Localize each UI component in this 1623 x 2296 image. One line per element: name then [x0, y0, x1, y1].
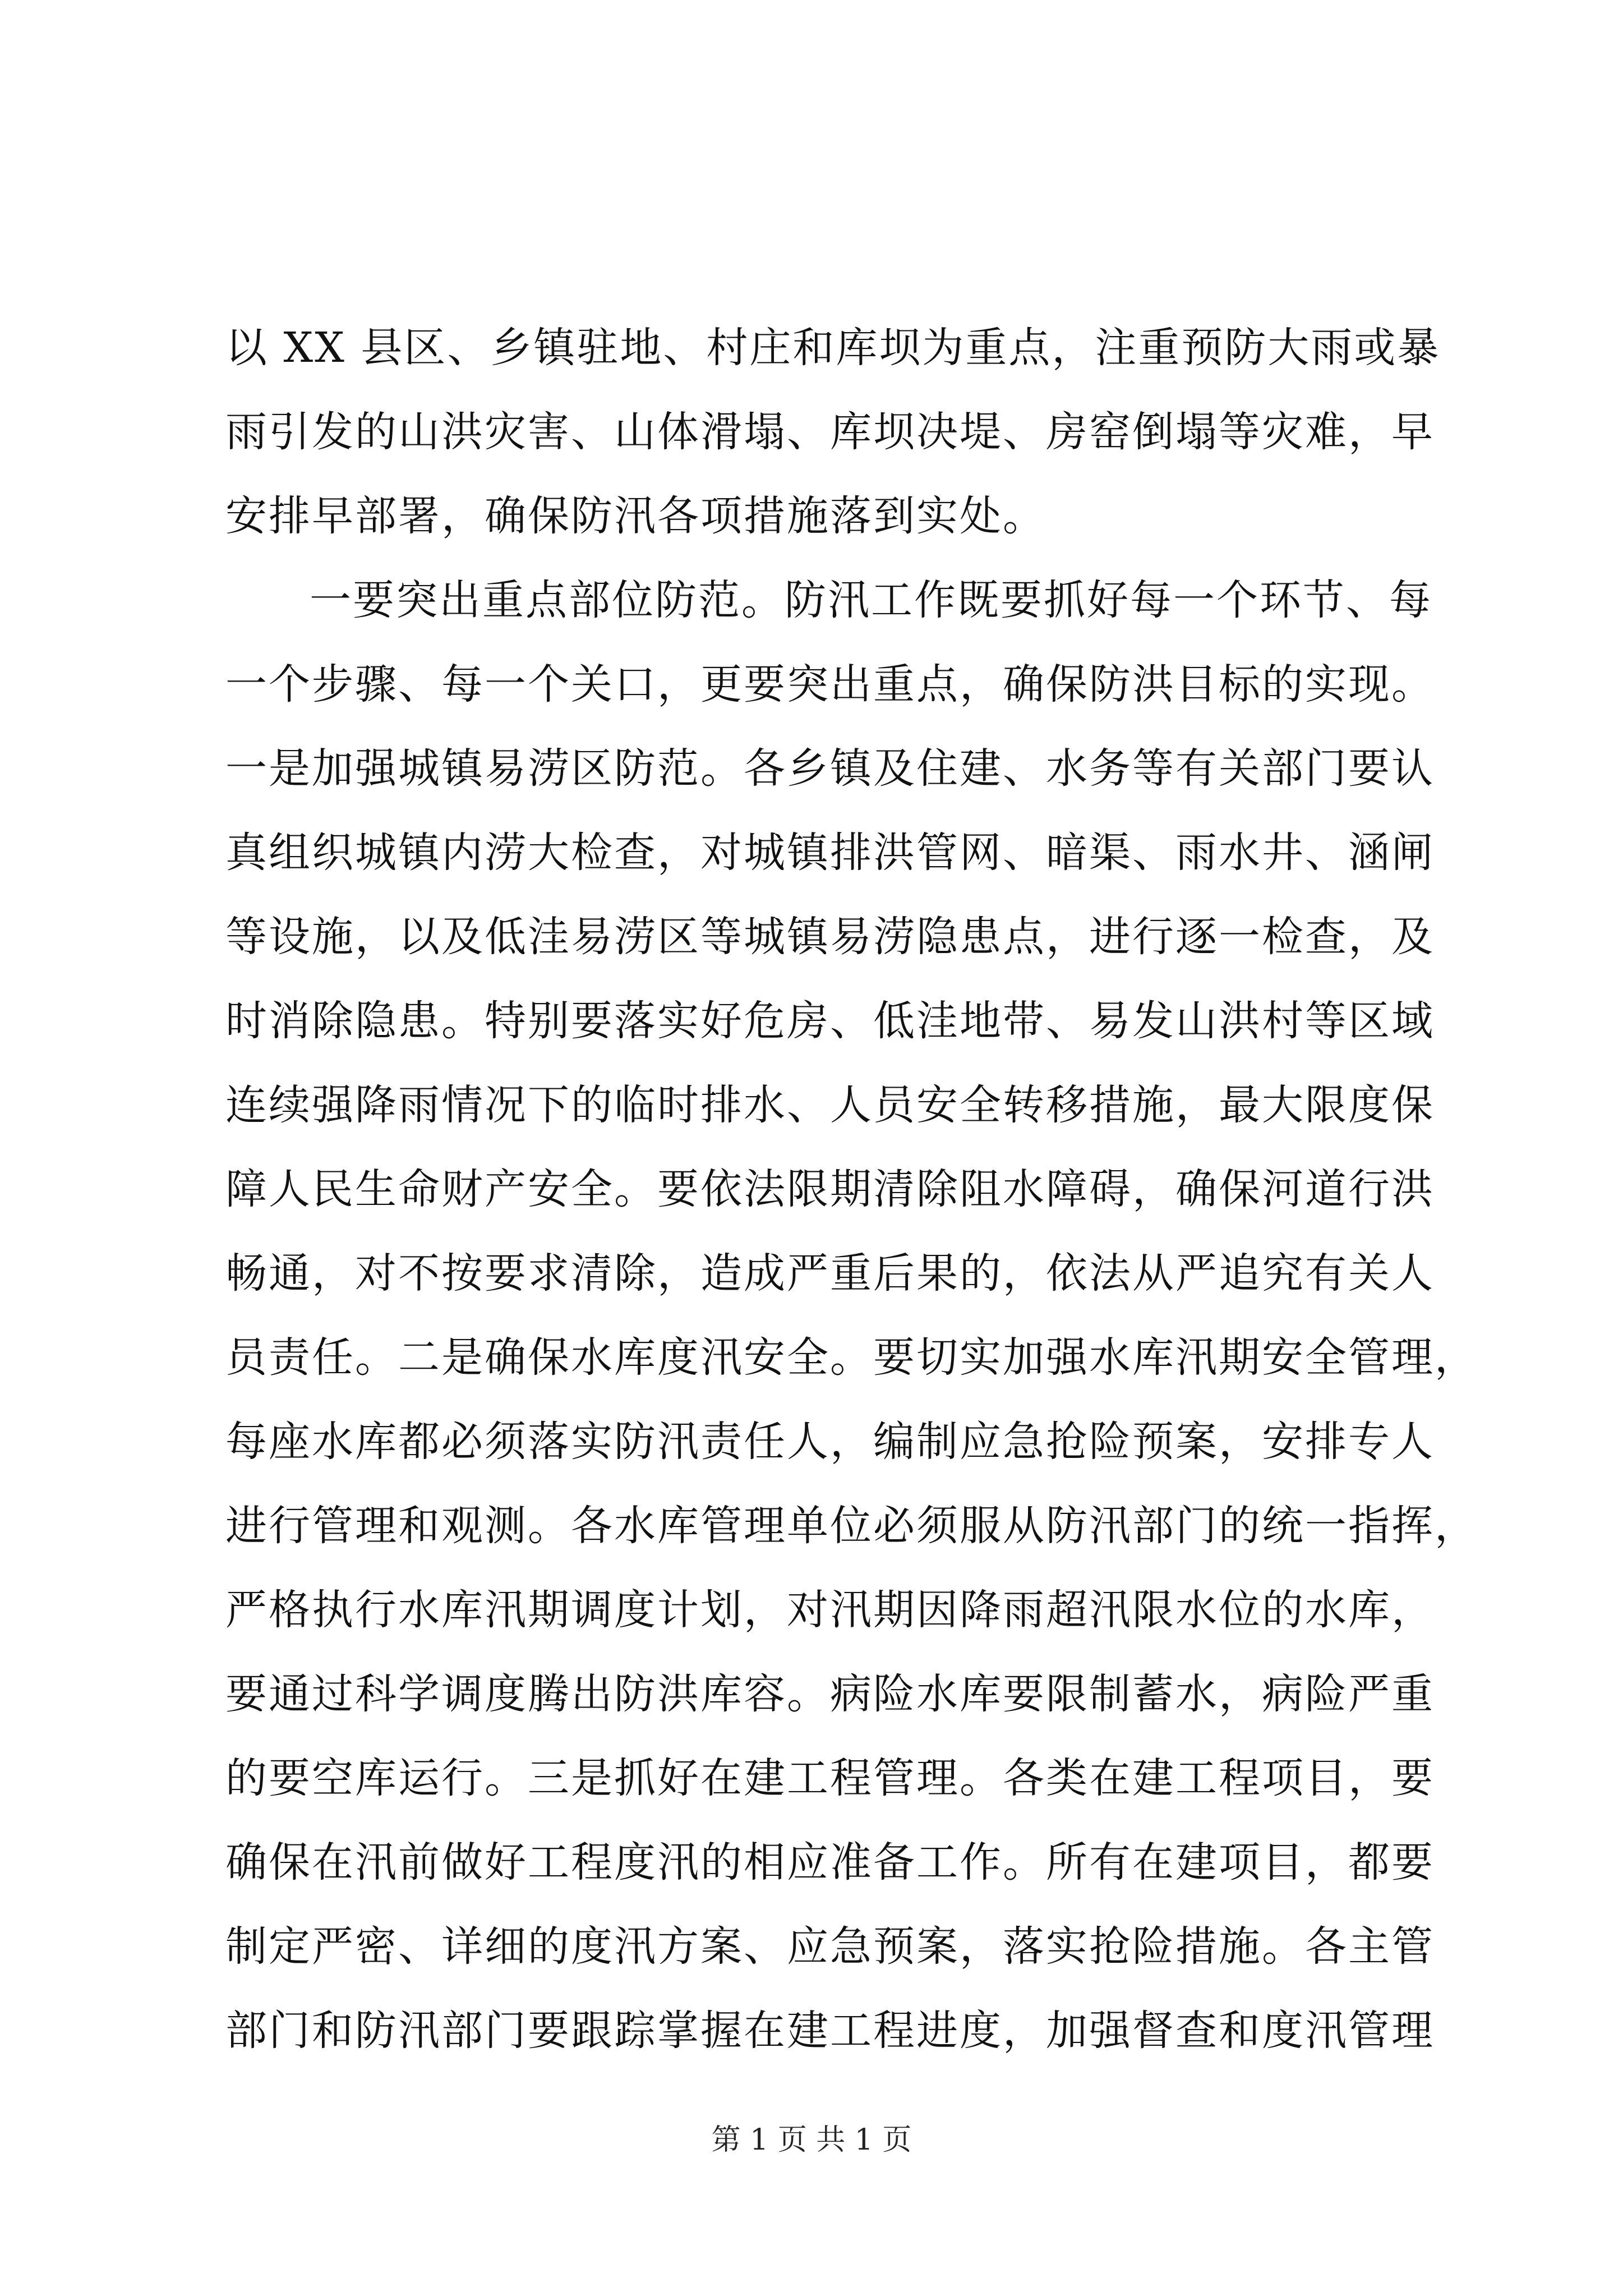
text-line: 一是加强城镇易涝区防范。各乡镇及住建、水务等有关部门要认 [225, 744, 1435, 793]
text-line: 障人民生命财产安全。要依法限期清除阻水障碍，确保河道行洪 [225, 1165, 1435, 1213]
text-line: 进行管理和观测。各水库管理单位必须服从防汛部门的统一指挥， [225, 1502, 1478, 1550]
paragraph-start-line: 一要突出重点部位防范。防汛工作既要抓好每一个环节、每 [310, 576, 1432, 624]
text-line: 部门和防汛部门要跟踪掌握在建工程进度，加强督查和度汛管理 [225, 2007, 1435, 2055]
text-line: 安排早部署，确保防汛各项措施落到实处。 [225, 492, 1046, 540]
text-line: 真组织城镇内涝大检查，对城镇排洪管网、暗渠、雨水井、涵闸 [225, 829, 1435, 877]
text-line: 雨引发的山洪灾害、山体滑塌、库坝决堤、房窑倒塌等灾难，早 [225, 408, 1435, 456]
page-number-label: 第 1 页 共 1 页 [711, 2123, 912, 2157]
text-line: 时消除隐患。特别要落实好危房、低洼地带、易发山洪村等区域 [225, 997, 1435, 1045]
text-line: 畅通，对不按要求清除，造成严重后果的，依法从严追究有关人 [225, 1249, 1435, 1297]
text-line: 以 XX 县区、乡镇驻地、村庄和库坝为重点，注重预防大雨或暴 [225, 324, 1441, 372]
text-line: 连续强降雨情况下的临时排水、人员安全转移措施，最大限度保 [225, 1081, 1435, 1129]
text-line: 严格执行水库汛期调度计划，对汛期因降雨超汛限水位的水库， [225, 1586, 1435, 1634]
page-footer [0, 2120, 1623, 2160]
text-line: 确保在汛前做好工程度汛的相应准备工作。所有在建项目，都要 [225, 1838, 1435, 1887]
text-line: 制定严密、详细的度汛方案、应急预案，落实抢险措施。各主管 [225, 1922, 1435, 1971]
text-line: 要通过科学调度腾出防洪库容。病险水库要限制蓄水，病险严重 [225, 1670, 1435, 1718]
text-line: 每座水库都必须落实防汛责任人，编制应急抢险预案，安排专人 [225, 1418, 1435, 1466]
document-body [225, 306, 1478, 2073]
text-line: 员责任。二是确保水库度汛安全。要切实加强水库汛期安全管理， [225, 1333, 1478, 1382]
text-line: 一个步骤、每一个关口，更要突出重点，确保防洪目标的实现。 [225, 660, 1435, 708]
text-line: 的要空库运行。三是抓好在建工程管理。各类在建工程项目，要 [225, 1754, 1435, 1802]
text-line: 等设施，以及低洼易涝区等城镇易涝隐患点，进行逐一检查，及 [225, 913, 1435, 961]
